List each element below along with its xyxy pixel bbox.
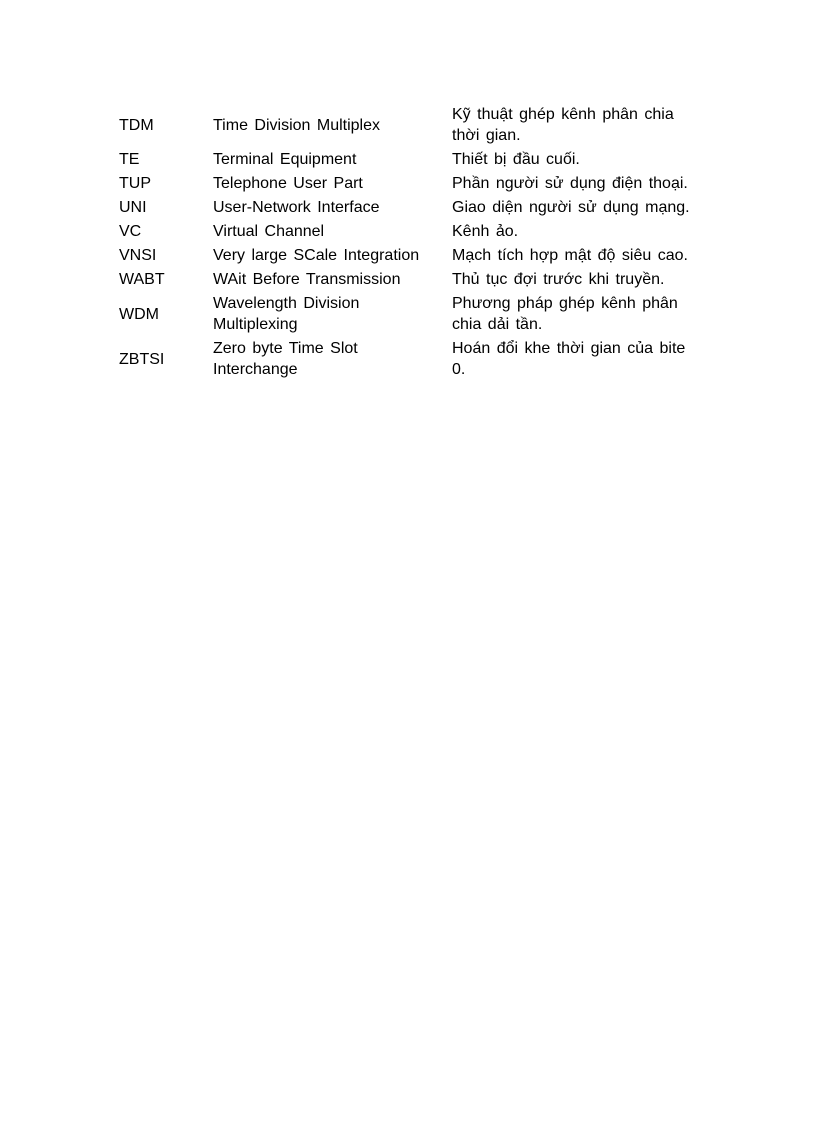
english-term-cell: User-Network Interface [213,199,380,216]
vietnamese-meaning-cell: Giao diện người sử dụng mạng. [452,199,690,216]
vietnamese-meaning-cell: Kênh ảo. [452,223,519,240]
table-row [113,268,703,292]
table-row [113,292,703,337]
english-term-cell: Virtual Channel [213,223,325,240]
abbreviation-cell: TE [119,151,140,168]
english-term-cell: Telephone User Part [213,175,363,192]
abbreviation-cell: ZBTSI [119,350,165,368]
table-row [113,220,703,244]
table-row [113,103,703,148]
vietnamese-meaning-cell: Hoán đổi khe thời gian của bite 0. [452,340,686,378]
english-term-cell: Time Division Multiplex [213,116,380,134]
abbreviation-cell: WABT [119,271,165,288]
vietnamese-meaning-cell: Phần người sử dụng điện thoại. [452,175,688,192]
abbreviation-cell: UNI [119,199,147,216]
abbreviation-cell: WDM [119,305,159,323]
vietnamese-meaning-cell: Thủ tục đợi trước khi truyền. [452,271,665,288]
abbreviation-cell: VC [119,223,142,240]
vietnamese-meaning-cell: Mạch tích hợp mật độ siêu cao. [452,247,688,264]
english-term-cell: Terminal Equipment [213,151,357,168]
english-term-cell: Wavelength Division Multiplexing [213,295,360,333]
table-row [113,244,703,268]
abbreviation-cell: TUP [119,175,151,192]
english-term-cell: WAit Before Transmission [213,271,401,288]
table-row [113,172,703,196]
english-term-cell: Very large SCale Integration [213,247,420,264]
table-row [113,196,703,220]
english-term-cell: Zero byte Time Slot Interchange [213,340,358,378]
table-row [113,148,703,172]
abbreviation-table [113,103,703,382]
vietnamese-meaning-cell: Kỹ thuật ghép kênh phân chia thời gian. [452,106,674,144]
vietnamese-meaning-cell: Phương pháp ghép kênh phân chia dải tần. [452,295,678,333]
vietnamese-meaning-cell: Thiết bị đầu cuối. [452,151,580,168]
abbreviation-cell: VNSI [119,247,157,264]
table-row [113,337,703,382]
abbreviation-cell: TDM [119,116,154,134]
abbreviation-table-body [113,103,703,382]
